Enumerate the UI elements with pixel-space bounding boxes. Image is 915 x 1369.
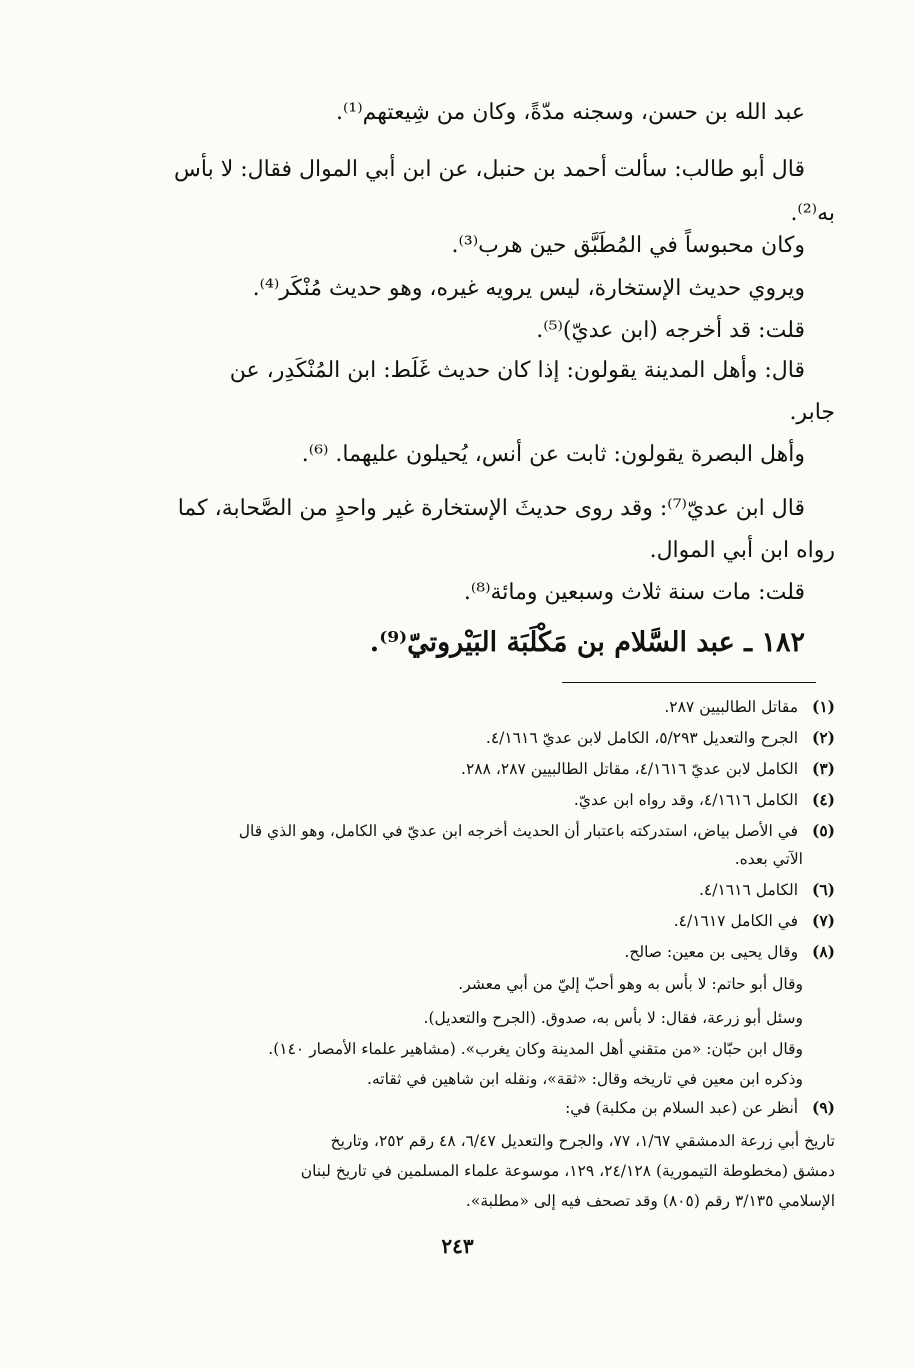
footnote-number: (٦) xyxy=(811,880,835,899)
footnote-text: الكامل ٤/١٦١٦. xyxy=(698,881,799,899)
footnote-number: (٧) xyxy=(811,911,835,930)
body-line: قال أبو طالب: سألت أحمد بن حنبل، عن ابن أبي الموال فقال: لا بأس xyxy=(174,157,805,182)
footnote-number: (٩) xyxy=(811,1098,835,1117)
body-line: به⁽²⁾. xyxy=(790,201,835,226)
footnote-separator xyxy=(562,682,816,683)
body-line: رواه ابن أبي الموال. xyxy=(649,538,835,563)
body-line: قلت: مات سنة ثلاث وسبعين ومائة⁽⁸⁾. xyxy=(463,580,805,605)
entry-heading: ١٨٢ ـ عبد السَّلام بن مَكْلَبَة البَيْروتيّ⁽⁹⁾. xyxy=(369,627,805,658)
footnote-9-line: تاريخ أبي زرعة الدمشقي ١/٦٧، ٧٧، والجرح والتعديل ٦/٤٧، ٤٨ رقم ٢٥٢، وتاريخ xyxy=(330,1132,835,1150)
footnote-5-cont: الآتي بعده. xyxy=(734,850,803,868)
body-line: قال: وأهل المدينة يقولون: إذا كان حديث غَلَط: ابن المُنْكَدِر، عن xyxy=(229,358,805,383)
footnote-3 xyxy=(108,756,835,782)
footnote-9-line: الإسلامي ٣/١٣٥ رقم (٨٠٥) وقد تصحف فيه إلى «مطلبة». xyxy=(465,1192,835,1210)
body-line: وكان محبوساً في المُطَبَّق حين هرب⁽³⁾. xyxy=(451,233,805,258)
footnote-2 xyxy=(108,725,835,751)
footnote-number: (٤) xyxy=(811,790,835,809)
footnote-7 xyxy=(108,908,835,934)
body-line: قلت: قد أخرجه (ابن عديّ)⁽⁵⁾. xyxy=(536,318,805,343)
footnote-8-line: وقال أبو حاتم: لا بأس به وهو أحبّ إليّ من أبي معشر. xyxy=(458,975,803,993)
footnote-5 xyxy=(108,818,835,844)
footnote-9-line: دمشق (مخطوطة التيمورية) ٢٤/١٢٨، ١٢٩، موسوعة علماء المسلمين في تاريخ لبنان xyxy=(300,1162,835,1180)
body-line: جابر. xyxy=(789,400,835,425)
footnote-text: في الأصل بياض، استدركته باعتبار أن الحديث أخرجه ابن عديّ في الكامل، وهو الذي قال xyxy=(238,822,799,840)
footnote-number: (٥) xyxy=(811,821,835,840)
footnote-4 xyxy=(108,787,835,813)
footnote-8 xyxy=(108,939,835,965)
footnote-text: الجرح والتعديل ٥/٢٩٣، الكامل لابن عديّ ٤/١٦١٦. xyxy=(485,729,799,747)
footnote-text: الكامل لابن عديّ ٤/١٦١٦، مقاتل الطالبيين ٢٨٧، ٢٨٨. xyxy=(461,760,799,778)
footnote-8-line: وقال ابن حبّان: «من متقني أهل المدينة وكان يغرب». (مشاهير علماء الأمصار ١٤٠). xyxy=(268,1040,803,1058)
footnote-6 xyxy=(108,877,835,903)
footnote-number: (١) xyxy=(811,697,835,716)
footnote-text: وقال يحيى بن معين: صالح. xyxy=(624,943,799,961)
footnote-text: مقاتل الطالبيين ٢٨٧. xyxy=(664,698,799,716)
body-line: وأهل البصرة يقولون: ثابت عن أنس، يُحيلون عليهما. ⁽⁶⁾. xyxy=(301,442,805,467)
footnote-text: أنظر عن (عبد السلام بن مكلبة) في: xyxy=(565,1099,799,1117)
footnote-number: (٨) xyxy=(811,942,835,961)
body-line: ويروي حديث الإستخارة، ليس يرويه غيره، وهو حديث مُنْكَر⁽⁴⁾. xyxy=(252,276,805,301)
footnote-8-line: وسئل أبو زرعة، فقال: لا بأس به، صدوق. (الجرح والتعديل). xyxy=(423,1009,803,1027)
footnote-number: (٣) xyxy=(811,759,835,778)
page-number: ٢٤٣ xyxy=(441,1234,474,1258)
footnote-8-line: وذكره ابن معين في تاريخه وقال: «ثقة»، ونقله ابن شاهين في ثقاته. xyxy=(367,1070,803,1088)
body-line: عبد الله بن حسن، وسجنه مدّةً، وكان من شِيعتهم⁽¹⁾. xyxy=(336,100,805,125)
footnote-text: في الكامل ٤/١٦١٧. xyxy=(673,912,799,930)
body-line: قال ابن عديّ⁽⁷⁾: وقد روى حديثَ الإستخارة غير واحدٍ من الصَّحابة، كما xyxy=(177,496,805,521)
footnote-9 xyxy=(108,1095,835,1121)
footnote-text: الكامل ٤/١٦١٦، وقد رواه ابن عديّ. xyxy=(573,791,799,809)
footnote-1 xyxy=(108,694,835,720)
footnote-number: (٢) xyxy=(811,728,835,747)
